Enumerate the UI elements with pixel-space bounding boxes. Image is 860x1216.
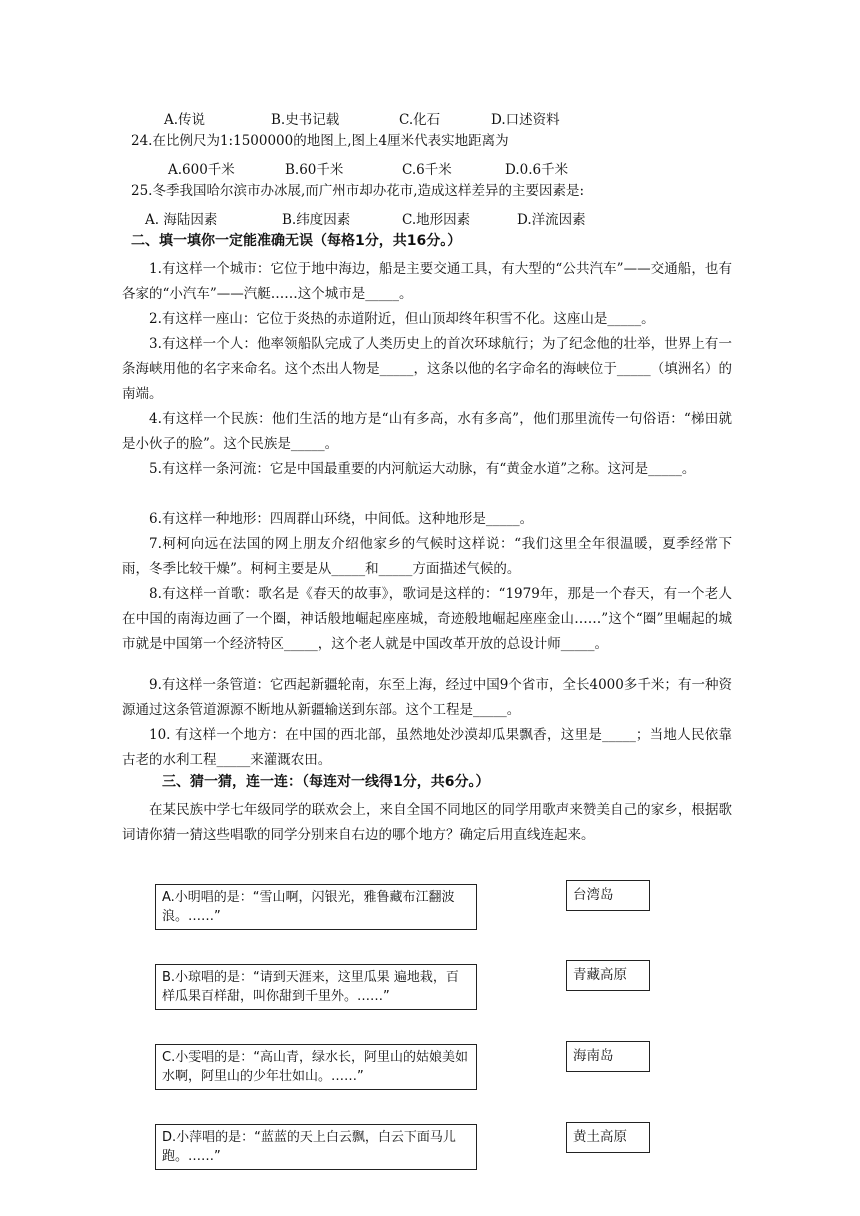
song-box-c: C.小雯唱的是：“高山青，绿水长，阿里山的姑娘美如水啊，阿里山的少年壮如山。……” — [155, 1044, 477, 1090]
fill-item-10: 10. 有这样一个地方：在中国的西北部，虽然地处沙漠却瓜果飘香，这里是_____；当地人民依靠古老的水利工程_____来灌溉农田。 — [122, 727, 732, 768]
section-3-intro: 在某民族中学七年级同学的联欢会上，来自全国不同地区的同学用歌声来赞美自己的家乡，根据歌词请你猜一猜这些唱歌的同学分别来自右边的哪个地方？确定后用直线连起来。 — [122, 802, 732, 843]
q25-option-c: C.地形因素 — [402, 212, 471, 228]
q25-option-d: D.洋流因素 — [517, 212, 586, 228]
q23-option-c: C.化石 — [399, 112, 441, 128]
q25-stem: 25.冬季我国哈尔滨市办冰展,而广州市却办花市,造成这样差异的主要因素是: — [131, 183, 585, 199]
section-2-title: 二、填一填你一定能准确无误（每格1分，共16分。） — [131, 233, 462, 249]
fill-item-8: 8.有这样一首歌：歌名是《春天的故事》，歌词是这样的：“1979年，那是一个春天，有一个老人在中国的南海边画了一个圈，神话般地崛起座座城，奇迹般地崛起座座金山……”这个“圈”里崛起的城市就是中国第一个经济特区_____，这个老人就是中国改革开放的总设计师_____。 — [122, 586, 732, 652]
section-3-title: 三、猜一猜，连一连：（每连对一线得1分，共6分。） — [162, 774, 490, 790]
q24-option-a: A.600千米 — [168, 162, 235, 178]
fill-item-1: 1.有这样一个城市：它位于地中海边，船是主要交通工具，有大型的“公共汽车”——交通船，也有各家的“小汽车”——汽艇……这个城市是_____。 — [122, 261, 732, 302]
fill-item-7: 7.柯柯向远在法国的网上朋友介绍他家乡的气候时这样说：“我们这里全年很温暖，夏季经常下雨，冬季比较干燥”。柯柯主要是从_____和_____方面描述气候的。 — [122, 536, 732, 577]
q23-option-b: B.史书记载 — [271, 112, 340, 128]
fill-item-5: 5.有这样一条河流：它是中国最重要的内河航运大动脉，有“黄金水道”之称。这河是_____。 — [149, 461, 696, 477]
q23-option-a: A.传说 — [164, 112, 206, 128]
place-box-taiwan: 台湾岛 — [566, 880, 650, 911]
fill-item-3: 3.有这样一个人：他率领船队完成了人类历史上的首次环球航行；为了纪念他的壮举，世界上有一条海峡用他的名字来命名。这个杰出人物是_____，这条以他的名字命名的海峡位于_____（填洲名）的南端。 — [122, 336, 732, 402]
q24-option-c: C.6千米 — [402, 162, 452, 178]
place-box-loess-plateau: 黄土高原 — [566, 1122, 650, 1153]
place-box-hainan: 海南岛 — [566, 1041, 650, 1072]
q25-option-b: B.纬度因素 — [282, 212, 351, 228]
place-box-qinghai-tibet: 青藏高原 — [566, 960, 650, 991]
song-box-a: A.小明唱的是：“雪山啊，闪银光，雅鲁藏布江翻波浪。……” — [155, 884, 477, 930]
fill-item-4: 4.有这样一个民族：他们生活的地方是“山有多高，水有多高”，他们那里流传一句俗语：“梯田就是小伙子的脸”。这个民族是_____。 — [122, 411, 732, 452]
q24-option-d: D.0.6千米 — [505, 162, 569, 178]
q23-option-d: D.口述资料 — [491, 112, 560, 128]
q24-option-b: B.60千米 — [285, 162, 344, 178]
song-box-b: B.小琼唱的是：“请到天涯来，这里瓜果 遍地栽，百样瓜果百样甜，叫你甜到千里外。……” — [155, 964, 477, 1010]
fill-item-6: 6.有这样一种地形：四周群山环绕，中间低。这种地形是_____。 — [149, 511, 534, 527]
fill-item-9: 9.有这样一条管道：它西起新疆轮南，东至上海，经过中国9个省市，全长4000多千米；有一种资源通过这条管道源源不断地从新疆输送到东部。这个工程是_____。 — [122, 677, 732, 718]
song-box-d: D.小萍唱的是：“蓝蓝的天上白云飘，白云下面马儿跑。……” — [155, 1124, 477, 1170]
fill-item-2: 2.有这样一座山：它位于炎热的赤道附近，但山顶却终年积雪不化。这座山是_____。 — [149, 311, 655, 327]
q25-option-a: A. 海陆因素 — [145, 212, 218, 228]
q24-stem: 24.在比例尺为1:1500000的地图上,图上4厘米代表实地距离为 — [131, 133, 509, 149]
